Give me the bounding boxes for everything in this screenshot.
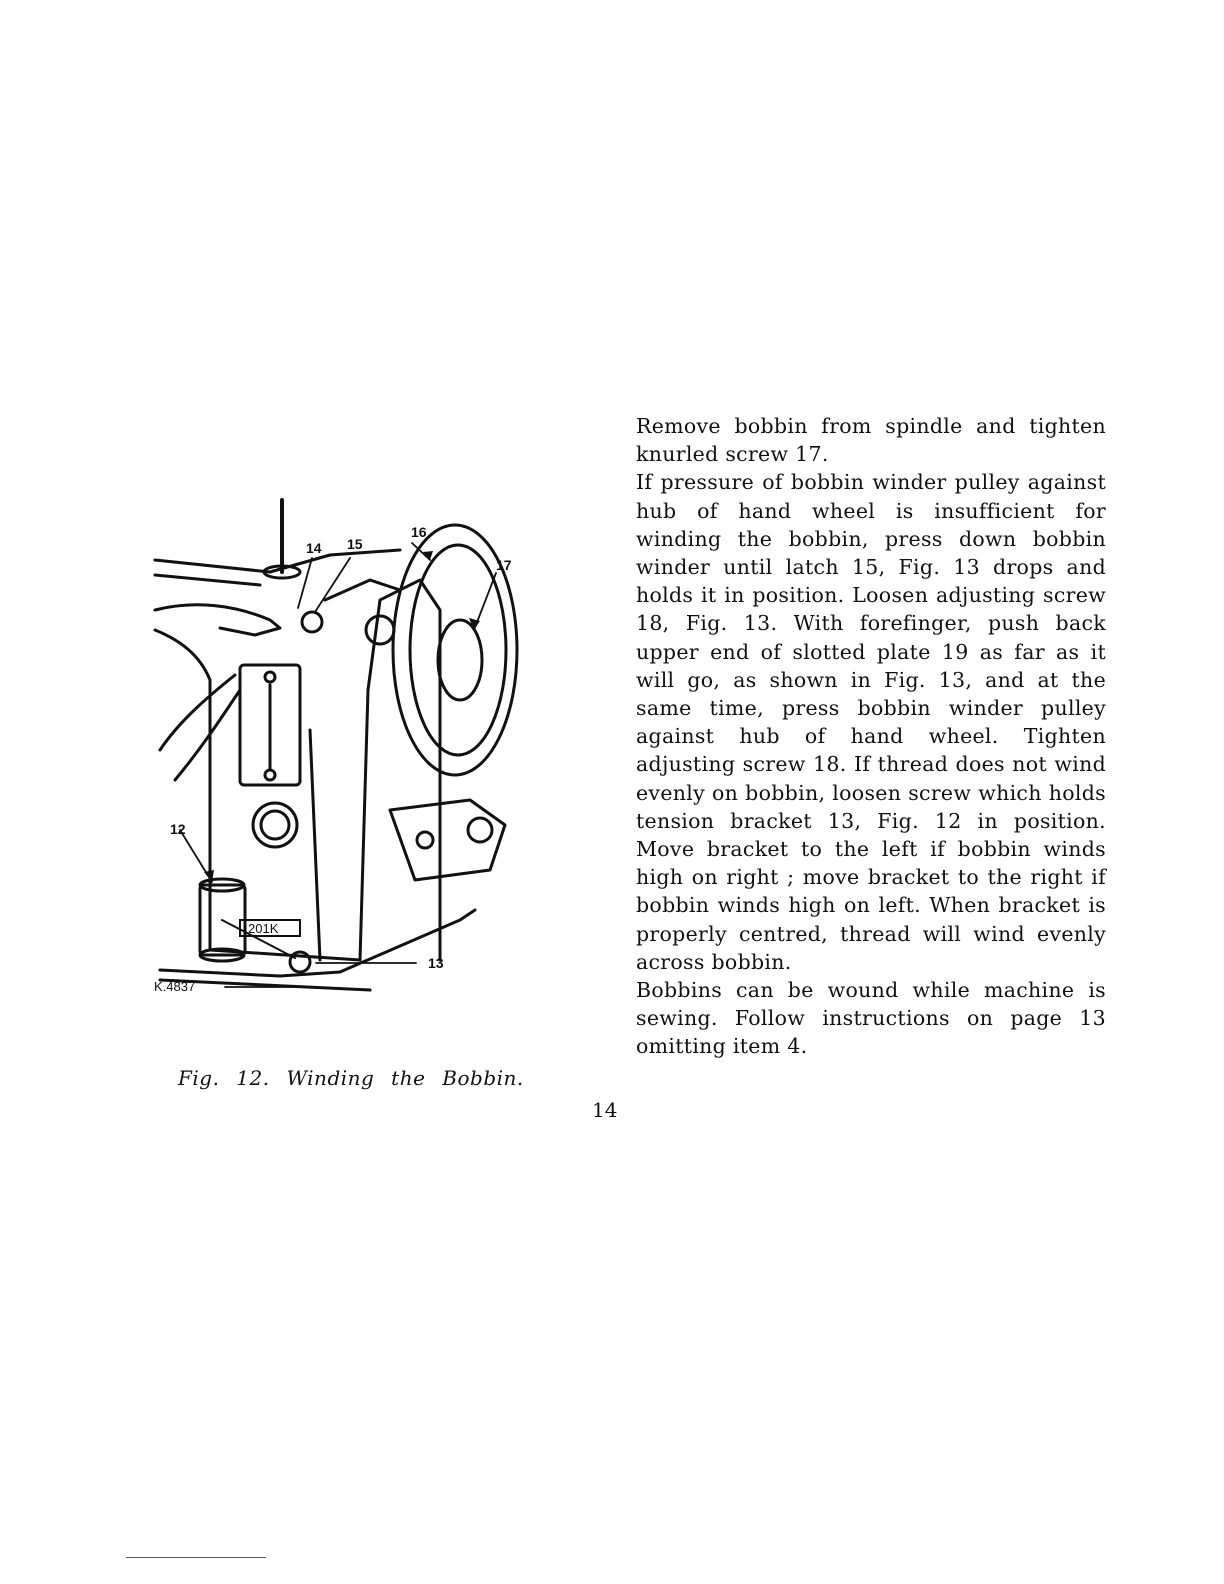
figure-caption: Fig. 12. Winding the Bobbin. (178, 1066, 524, 1090)
sewing-machine-drawing (140, 480, 540, 1000)
model-badge-text: 201K (248, 921, 279, 936)
page-number: 14 (592, 1098, 618, 1122)
callout-14: 14 (306, 540, 322, 556)
plate-code: K.4837 (154, 979, 196, 994)
bobbin-winder-pulley (366, 616, 394, 644)
hand-finger (155, 605, 280, 635)
callout-12: 12 (170, 821, 186, 837)
leader-15 (315, 558, 350, 612)
paragraph-wound-while-sewing: Bobbins can be wound while machine is sewing. Follow instructions on page 13 omitting item 4. (636, 978, 1106, 1059)
bobbin-winding-illustration (140, 480, 540, 1000)
hand-wheel-hub (438, 620, 482, 700)
paragraph-remove-bobbin: Remove bobbin from spindle and tighten knurled screw 17. (636, 414, 1106, 467)
paragraph-winder-pressure: If pressure of bobbin winder pulley against hub of hand wheel is insufficient for winding the bobbin, press down bobbin winder until latch 15, Fig. 13 drops and holds it in position. Loosen adjusting screw 18, Fig. 13. With forefinger, push back upper end of slotted plate 19 as far as it will go, as shown in Fig. 13, and at the same time, press bobbin winder pulley against hub of hand wheel. Tighten adjusting screw 18. If thread does not wind evenly on bobbin, loosen screw which holds tension bracket 13, Fig. 12 in position. Move bracket to the left if bobbin winds high on right ; move bracket to the right if bobbin winds high on left. When bracket is properly centred, thread will wind evenly across bobbin. (636, 470, 1106, 974)
callout-15: 15 (347, 536, 363, 552)
callout-16: 16 (411, 524, 427, 540)
footer-rule (126, 1557, 266, 1558)
callout-13: 13 (428, 955, 444, 971)
leader-14 (298, 558, 312, 608)
machine-arm-line (155, 550, 400, 572)
callout-17: 17 (496, 557, 512, 573)
body-text (636, 412, 1106, 1061)
